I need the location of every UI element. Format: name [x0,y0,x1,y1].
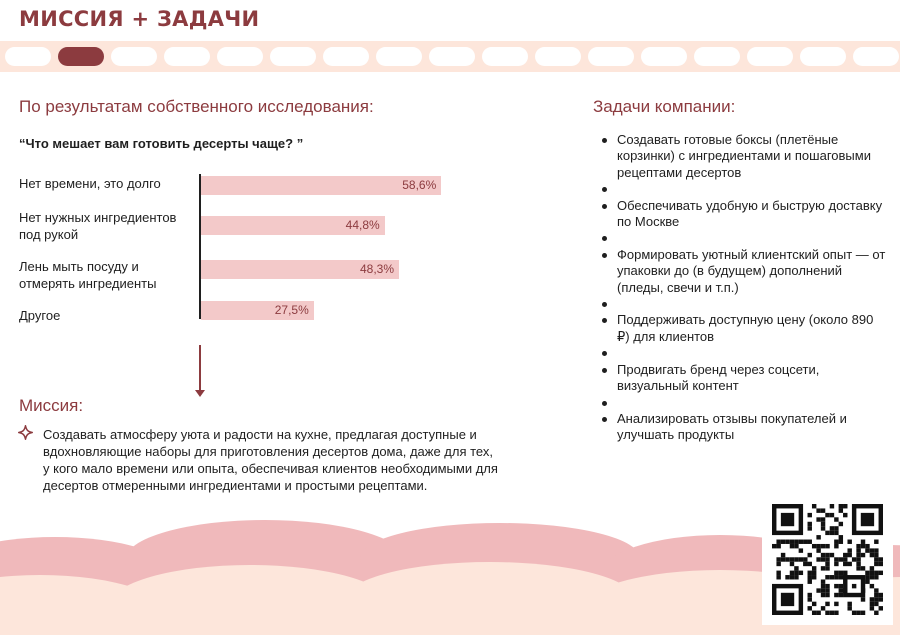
sparkle-icon [18,425,33,440]
bar-label: Другое [19,308,61,323]
task-item: Обеспечивать удобную и быструю доставку по Москве [597,198,887,231]
task-item: Создавать готовые боксы (плетёные корзинки) с ингредиентами и пошаговыми рецептами десертов [597,132,887,181]
down-arrow-line [199,345,201,393]
page-dot-active[interactable] [58,47,104,66]
page-dot[interactable] [376,47,422,66]
research-heading: По результатам собственного исследования: [19,97,374,116]
page-dot[interactable] [164,47,210,66]
tasks-heading: Задачи компании: [593,97,736,116]
page-dot[interactable] [5,47,51,66]
page-dot[interactable] [853,47,899,66]
page-dot[interactable] [217,47,263,66]
mission-text: Создавать атмосферу уюта и радости на кухне, предлагая доступные и вдохновляющие наборы для приготовления десертов дома, даже для тех, у кого мало времени или опыта, обеспечивая клиентов необходимыми для десертов отмеренными ингредиентами и простыми рецептами. [43,427,498,493]
qr-code-icon [772,504,883,615]
task-item: Анализировать отзывы покупателей и улучшать продукты [597,411,887,444]
pagination-strip [0,41,900,72]
task-item-empty [597,230,887,246]
task-item-empty [597,345,887,361]
page-dot[interactable] [800,47,846,66]
bar-other [201,301,314,320]
chart-axis [199,174,201,319]
bar-no-ingredients [201,216,385,235]
page-dot[interactable] [747,47,793,66]
page-dot[interactable] [641,47,687,66]
page-dot[interactable] [588,47,634,66]
bar-label: Нет времени, это долго [19,176,161,191]
page-dot[interactable] [482,47,528,66]
page-dot[interactable] [694,47,740,66]
task-item-empty [597,296,887,312]
page-title: МИССИЯ + ЗАДАЧИ [19,7,260,31]
task-item: Продвигать бренд через соцсети, визуальный контент [597,362,887,395]
bar-value-label: 27,5% [274,303,309,317]
bar-lazy-dishes [201,260,399,279]
task-item: Формировать уютный клиентский опыт — от упаковки до (в будущем) дополнений (пледы, свечи и т.п.) [597,247,887,296]
survey-question: “Что мешает вам готовить десерты чаще? ” [19,136,304,151]
bar-label: Лень мыть посуду и отмерять ингредиенты [19,259,157,291]
page-dot[interactable] [429,47,475,66]
bar-label: Нет нужных ингредиентов под рукой [19,210,177,242]
bar-no-time [201,176,441,195]
page-dot[interactable] [111,47,157,66]
tasks-list [597,132,887,444]
mission-heading: Миссия: [19,396,84,415]
page-dot[interactable] [323,47,369,66]
bar-value-label: 44,8% [345,218,380,232]
page-dot[interactable] [535,47,581,66]
arrow-down-icon [195,390,205,397]
task-item-empty [597,395,887,411]
task-item-empty [597,181,887,197]
task-item: Поддерживать доступную цену (около 890 ₽) для клиентов [597,312,887,345]
page-dot[interactable] [270,47,316,66]
bar-value-label: 48,3% [359,262,395,276]
bar-value-label: 58,6% [402,178,437,192]
qr-code[interactable] [762,494,893,625]
